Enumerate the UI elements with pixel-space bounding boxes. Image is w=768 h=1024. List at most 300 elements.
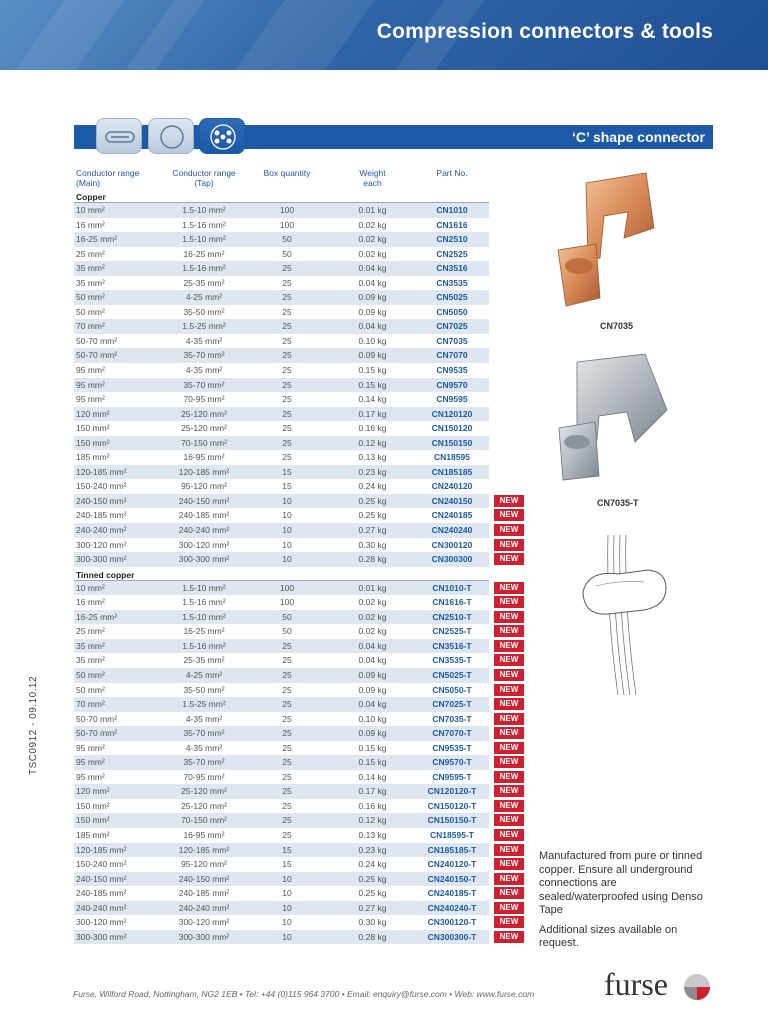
cell-main: 16-25 mm² — [76, 234, 118, 245]
cell-tap: 4-35 mm² — [185, 365, 223, 376]
cell-tap: 25-120 mm² — [181, 408, 227, 419]
cell-box: 10 — [282, 917, 292, 928]
new-badge: NEW — [494, 539, 524, 551]
cell-tap: 4-35 mm² — [185, 335, 223, 346]
new-badge: NEW — [494, 640, 524, 652]
table-header — [74, 168, 489, 192]
table-row — [74, 363, 489, 378]
cell-tap: 16-25 mm² — [183, 626, 225, 637]
cell-part-number: CN18595 — [434, 452, 470, 463]
cell-weight: 0.25 kg — [358, 888, 387, 899]
cell-weight: 0.13 kg — [358, 829, 387, 840]
cell-weight: 0.13 kg — [358, 452, 387, 463]
new-badge: NEW — [494, 596, 524, 608]
cell-part-number: CN5050 — [436, 306, 468, 317]
cell-part-number: CN1010-T — [432, 582, 472, 593]
new-badge: NEW — [494, 553, 524, 565]
cell-part-number: CN2525 — [436, 248, 468, 259]
image-caption-2: CN7035-T — [597, 498, 639, 508]
cell-main: 25 mm² — [76, 248, 105, 259]
cell-part-number: CN3535 — [436, 277, 468, 288]
cell-box: 25 — [282, 263, 292, 274]
cell-main: 16-25 mm² — [76, 611, 118, 622]
cell-box: 10 — [282, 873, 292, 884]
table-row — [74, 203, 489, 218]
cell-weight: 0.30 kg — [358, 917, 387, 928]
cell-main: 10 mm² — [76, 582, 105, 593]
cell-part-number: CN240120 — [431, 481, 473, 492]
document-code: TSC0912 - 09.10.12 — [28, 675, 39, 775]
cell-part-number: CN185185 — [431, 466, 473, 477]
cell-weight: 0.28 kg — [358, 931, 387, 942]
cell-box: 50 — [282, 626, 292, 637]
cell-box: 25 — [282, 277, 292, 288]
cell-tap: 25-120 mm² — [181, 800, 227, 811]
cell-part-number: CN240185 — [431, 510, 473, 521]
cell-part-number: CN18595-T — [430, 829, 474, 840]
cell-tap: 35-70 mm² — [183, 757, 225, 768]
product-table — [74, 168, 519, 944]
cell-part-number: CN120120 — [431, 408, 473, 419]
connector-type-tab-3[interactable] — [199, 118, 245, 154]
new-badge: NEW — [494, 524, 524, 536]
new-badge: NEW — [494, 625, 524, 637]
cell-weight: 0.27 kg — [358, 525, 387, 536]
installed-connector-image — [578, 530, 673, 700]
cell-weight: 0.12 kg — [358, 815, 387, 826]
cell-main: 95 mm² — [76, 379, 105, 390]
cell-weight: 0.28 kg — [358, 554, 387, 565]
table-row — [74, 290, 489, 305]
connector-type-tab-2[interactable] — [148, 118, 194, 154]
new-badge: NEW — [494, 771, 524, 783]
cell-main: 185 mm² — [76, 452, 110, 463]
page-title: Compression connectors & tools — [376, 20, 713, 43]
new-badge: NEW — [494, 814, 524, 826]
cell-weight: 0.09 kg — [358, 306, 387, 317]
new-badge: NEW — [494, 844, 524, 856]
cell-box: 25 — [282, 786, 292, 797]
cell-weight: 0.15 kg — [358, 379, 387, 390]
cell-main: 35 mm² — [76, 640, 105, 651]
header-tap: Conductor range (Tap) — [172, 168, 236, 188]
cell-box: 25 — [282, 771, 292, 782]
cell-tap: 240-150 mm² — [178, 495, 230, 506]
new-badge: NEW — [494, 654, 524, 666]
cell-main: 185 mm² — [76, 829, 110, 840]
table-row — [74, 770, 519, 785]
cell-box: 25 — [282, 437, 292, 448]
cell-main: 70 mm² — [76, 699, 105, 710]
cell-main: 120 mm² — [76, 786, 110, 797]
cell-box: 25 — [282, 829, 292, 840]
table-row — [74, 683, 519, 698]
cell-part-number: CN5025-T — [432, 669, 472, 680]
cell-main: 240-185 mm² — [76, 888, 127, 899]
cell-part-number: CN3516 — [436, 263, 468, 274]
cell-box: 25 — [282, 699, 292, 710]
cell-part-number: CN240120-T — [427, 859, 477, 870]
cell-weight: 0.01 kg — [358, 205, 387, 215]
new-badge: NEW — [494, 509, 524, 521]
cell-box: 10 — [282, 902, 292, 913]
cell-main: 35 mm² — [76, 277, 105, 288]
table-row — [74, 741, 519, 756]
new-badge: NEW — [494, 698, 524, 710]
cell-part-number: CN7025 — [436, 321, 468, 332]
cell-main: 150 mm² — [76, 800, 110, 811]
cell-tap: 120-185 mm² — [178, 844, 230, 855]
cell-tap: 16-95 mm² — [183, 452, 225, 463]
table-row — [74, 712, 519, 727]
cell-main: 35 mm² — [76, 655, 105, 666]
description-text-2: Additional sizes available on request. — [539, 923, 678, 949]
cell-tap: 25-35 mm² — [183, 277, 225, 288]
cell-tap: 1.5-25 mm² — [182, 321, 226, 332]
table-row — [74, 319, 489, 334]
cell-weight: 0.04 kg — [358, 640, 387, 651]
cell-tap: 1.5-16 mm² — [182, 640, 226, 651]
cell-main: 10 mm² — [76, 205, 105, 215]
cell-box: 100 — [279, 597, 295, 608]
cell-part-number: CN5050-T — [432, 684, 472, 695]
cell-tap: 70-150 mm² — [181, 815, 227, 826]
table-row — [74, 247, 489, 262]
cell-tap: 240-185 mm² — [178, 888, 230, 899]
cell-part-number: CN2525-T — [432, 626, 472, 637]
cell-main: 150 mm² — [76, 423, 110, 434]
cell-part-number: CN9535 — [436, 365, 468, 376]
cell-box: 25 — [282, 713, 292, 724]
cell-box: 10 — [282, 554, 292, 565]
cell-tap: 95-120 mm² — [181, 859, 227, 870]
cell-box: 25 — [282, 640, 292, 651]
table-group-label: Copper — [74, 192, 489, 203]
cell-tap: 300-120 mm² — [178, 539, 230, 550]
footer-contact: Furse, Wilford Road, Nottingham, NG2 1EB • Tel: +44 (0)115 964 3700 • Email: enquiry@furse.com • Web: www.furse.com — [73, 989, 535, 999]
table-row — [74, 857, 519, 872]
new-badge: NEW — [494, 611, 524, 623]
logo-mark-icon — [682, 972, 712, 1002]
new-badge: NEW — [494, 931, 524, 943]
ring-connector-icon — [149, 119, 195, 155]
table-row — [74, 639, 519, 654]
new-badge: NEW — [494, 582, 524, 594]
table-body — [74, 192, 519, 944]
cell-weight: 0.02 kg — [358, 219, 387, 230]
cell-part-number: CN240240-T — [427, 902, 477, 913]
cell-main: 120-185 mm² — [76, 466, 127, 477]
cell-tap: 35-50 mm² — [183, 684, 225, 695]
cell-part-number: CN5025 — [436, 292, 468, 303]
table-row — [74, 261, 489, 276]
cell-part-number: CN9570-T — [432, 757, 472, 768]
cell-main: 150 mm² — [76, 437, 110, 448]
cell-tap: 240-185 mm² — [178, 510, 230, 521]
cell-weight: 0.02 kg — [358, 597, 387, 608]
cell-main: 35 mm² — [76, 263, 105, 274]
cell-part-number: CN2510 — [436, 234, 468, 245]
cell-part-number: CN7035 — [436, 335, 468, 346]
cell-weight: 0.16 kg — [358, 423, 387, 434]
description-text-1: Manufactured from pure or tinned copper. Ensure all underground connections are sealed/waterproofed using Denso Tape — [539, 850, 703, 916]
cell-weight: 0.27 kg — [358, 902, 387, 913]
cell-tap: 1.5-16 mm² — [182, 219, 226, 230]
cell-part-number: CN9535-T — [432, 742, 472, 753]
cell-weight: 0.04 kg — [358, 263, 387, 274]
cell-weight: 0.02 kg — [358, 626, 387, 637]
cell-weight: 0.25 kg — [358, 495, 387, 506]
cell-main: 150 mm² — [76, 815, 110, 826]
table-row — [74, 378, 489, 393]
table-row — [74, 726, 519, 741]
cell-main: 50-70 mm² — [76, 350, 118, 361]
cell-box: 25 — [282, 408, 292, 419]
cell-weight: 0.04 kg — [358, 655, 387, 666]
cell-weight: 0.02 kg — [358, 611, 387, 622]
page-header — [0, 0, 768, 70]
table-row — [74, 407, 489, 422]
cell-weight: 0.01 kg — [358, 582, 387, 593]
cell-weight: 0.09 kg — [358, 684, 387, 695]
cell-weight: 0.12 kg — [358, 437, 387, 448]
cell-tap: 1.5-25 mm² — [182, 699, 226, 710]
cell-main: 300-300 mm² — [76, 931, 127, 942]
table-row — [74, 421, 489, 436]
new-badge: NEW — [494, 887, 524, 899]
cell-box: 15 — [282, 844, 292, 855]
cell-main: 70 mm² — [76, 321, 105, 332]
cell-tap: 300-300 mm² — [178, 554, 230, 565]
cell-main: 25 mm² — [76, 626, 105, 637]
cell-part-number: CN7035-T — [432, 713, 472, 724]
cell-tap: 16-25 mm² — [183, 248, 225, 259]
cell-box: 25 — [282, 742, 292, 753]
cell-tap: 35-70 mm² — [183, 728, 225, 739]
new-badge: NEW — [494, 495, 524, 507]
table-row — [74, 813, 519, 828]
cell-part-number: CN9595 — [436, 394, 468, 405]
cell-box: 15 — [282, 481, 292, 492]
cell-box: 50 — [282, 234, 292, 245]
cell-tap: 300-300 mm² — [178, 931, 230, 942]
cell-main: 50 mm² — [76, 306, 105, 317]
cell-tap: 70-95 mm² — [183, 771, 225, 782]
cell-part-number: CN300300 — [431, 554, 473, 565]
cell-weight: 0.14 kg — [358, 394, 387, 405]
cell-part-number: CN3516-T — [432, 640, 472, 651]
cell-weight: 0.17 kg — [358, 786, 387, 797]
table-row — [74, 392, 489, 407]
table-row — [74, 436, 489, 451]
cell-main: 50 mm² — [76, 292, 105, 303]
cell-tap: 35-70 mm² — [183, 379, 225, 390]
cell-main: 240-185 mm² — [76, 510, 127, 521]
header-box: Box quantity — [263, 168, 311, 178]
cell-tap: 95-120 mm² — [181, 481, 227, 492]
cell-main: 120 mm² — [76, 408, 110, 419]
cell-tap: 4-35 mm² — [185, 713, 223, 724]
cell-part-number: CN150150 — [431, 437, 473, 448]
cell-main: 150-240 mm² — [76, 859, 127, 870]
cell-weight: 0.02 kg — [358, 248, 387, 259]
cell-part-number: CN9595-T — [432, 771, 472, 782]
cell-weight: 0.23 kg — [358, 466, 387, 477]
table-row — [74, 915, 519, 930]
cell-tap: 25-120 mm² — [181, 423, 227, 434]
table-row — [74, 552, 519, 567]
cell-main: 16 mm² — [76, 597, 105, 608]
cell-part-number: CN2510-T — [432, 611, 472, 622]
header-part: Part No. — [436, 168, 468, 178]
cell-tap: 70-95 mm² — [183, 394, 225, 405]
cell-box: 25 — [282, 815, 292, 826]
table-row — [74, 276, 489, 291]
cell-box: 10 — [282, 888, 292, 899]
cell-tap: 4-25 mm² — [185, 669, 223, 680]
new-badge: NEW — [494, 669, 524, 681]
cell-tap: 1.5-16 mm² — [182, 597, 226, 608]
table-row — [74, 218, 489, 233]
product-description — [539, 850, 709, 957]
cell-part-number: CN240240 — [431, 525, 473, 536]
new-badge: NEW — [494, 713, 524, 725]
new-badge: NEW — [494, 742, 524, 754]
cell-tap: 1.5-10 mm² — [182, 582, 226, 593]
cell-weight: 0.17 kg — [358, 408, 387, 419]
cell-weight: 0.15 kg — [358, 742, 387, 753]
new-badge: NEW — [494, 916, 524, 928]
new-badge: NEW — [494, 785, 524, 797]
cell-tap: 300-120 mm² — [178, 917, 230, 928]
table-row — [74, 348, 489, 363]
cell-weight: 0.25 kg — [358, 873, 387, 884]
table-row — [74, 784, 519, 799]
table-row — [74, 653, 519, 668]
table-group-label: Tinned copper — [74, 570, 489, 581]
cell-tap: 120-185 mm² — [178, 466, 230, 477]
table-row — [74, 872, 519, 887]
cell-part-number: CN1616-T — [432, 597, 472, 608]
cell-box: 25 — [282, 800, 292, 811]
cell-weight: 0.09 kg — [358, 728, 387, 739]
cell-box: 15 — [282, 859, 292, 870]
cell-box: 25 — [282, 306, 292, 317]
cell-weight: 0.24 kg — [358, 859, 387, 870]
image-caption-1: CN7035 — [600, 321, 634, 331]
cell-box: 100 — [279, 205, 295, 215]
new-badge: NEW — [494, 800, 524, 812]
cell-weight: 0.04 kg — [358, 277, 387, 288]
cell-tap: 35-50 mm² — [183, 306, 225, 317]
cell-weight: 0.14 kg — [358, 771, 387, 782]
table-row — [74, 581, 519, 596]
table-row — [74, 450, 489, 465]
cell-box: 25 — [282, 423, 292, 434]
cell-box: 25 — [282, 452, 292, 463]
new-badge: NEW — [494, 727, 524, 739]
cell-tap: 4-35 mm² — [185, 742, 223, 753]
cell-main: 240-150 mm² — [76, 495, 127, 506]
cell-box: 25 — [282, 292, 292, 303]
cell-main: 50-70 mm² — [76, 713, 118, 724]
cell-weight: 0.30 kg — [358, 539, 387, 550]
cell-part-number: CN1010 — [436, 205, 468, 215]
cell-weight: 0.09 kg — [358, 350, 387, 361]
cell-box: 10 — [282, 931, 292, 942]
cell-box: 10 — [282, 525, 292, 536]
logo-text: furse — [604, 966, 668, 1002]
cell-weight: 0.09 kg — [358, 292, 387, 303]
cell-part-number: CN300120 — [431, 539, 473, 550]
cell-box: 25 — [282, 669, 292, 680]
cell-main: 300-120 mm² — [76, 539, 127, 550]
table-row — [74, 668, 519, 683]
table-row — [74, 624, 519, 639]
table-row — [74, 901, 519, 916]
cell-weight: 0.24 kg — [358, 481, 387, 492]
cell-tap: 4-25 mm² — [185, 292, 223, 303]
cell-part-number: CN7070-T — [432, 728, 472, 739]
cell-tap: 1.5-10 mm² — [182, 234, 226, 245]
table-row — [74, 305, 489, 320]
cell-weight: 0.23 kg — [358, 844, 387, 855]
cell-part-number: CN240150-T — [427, 873, 477, 884]
cell-part-number: CN150150-T — [427, 815, 477, 826]
cell-part-number: CN300120-T — [427, 917, 477, 928]
cell-box: 100 — [279, 582, 295, 593]
cell-box: 10 — [282, 510, 292, 521]
multi-strand-icon — [200, 119, 246, 155]
cell-tap: 25-120 mm² — [181, 786, 227, 797]
cell-part-number: CN240185-T — [427, 888, 477, 899]
cell-part-number: CN7025-T — [432, 699, 472, 710]
cell-main: 95 mm² — [76, 365, 105, 376]
copper-c-connector-image — [548, 168, 668, 318]
bar-connector-icon — [97, 119, 143, 155]
cell-part-number: CN3535-T — [432, 655, 472, 666]
cell-box: 25 — [282, 350, 292, 361]
cell-box: 100 — [279, 219, 295, 230]
table-row — [74, 886, 519, 901]
connector-type-tab-1[interactable] — [96, 118, 142, 154]
new-badge: NEW — [494, 756, 524, 768]
cell-main: 240-240 mm² — [76, 525, 127, 536]
cell-weight: 0.25 kg — [358, 510, 387, 521]
cell-tap: 70-150 mm² — [181, 437, 227, 448]
cell-main: 95 mm² — [76, 757, 105, 768]
table-row — [74, 334, 489, 349]
cell-box: 25 — [282, 684, 292, 695]
table-row — [74, 508, 519, 523]
cell-main: 50-70 mm² — [76, 728, 118, 739]
cell-box: 25 — [282, 394, 292, 405]
cell-part-number: CN7070 — [436, 350, 468, 361]
cell-box: 25 — [282, 379, 292, 390]
cell-main: 95 mm² — [76, 771, 105, 782]
cell-tap: 1.5-16 mm² — [182, 263, 226, 274]
table-row — [74, 843, 519, 858]
cell-weight: 0.02 kg — [358, 234, 387, 245]
cell-main: 50 mm² — [76, 669, 105, 680]
new-badge: NEW — [494, 873, 524, 885]
cell-part-number: CN120120-T — [427, 786, 477, 797]
cell-box: 15 — [282, 466, 292, 477]
new-badge: NEW — [494, 684, 524, 696]
table-row — [74, 755, 519, 770]
cell-main: 150-240 mm² — [76, 481, 127, 492]
cell-part-number: CN1616 — [436, 219, 468, 230]
